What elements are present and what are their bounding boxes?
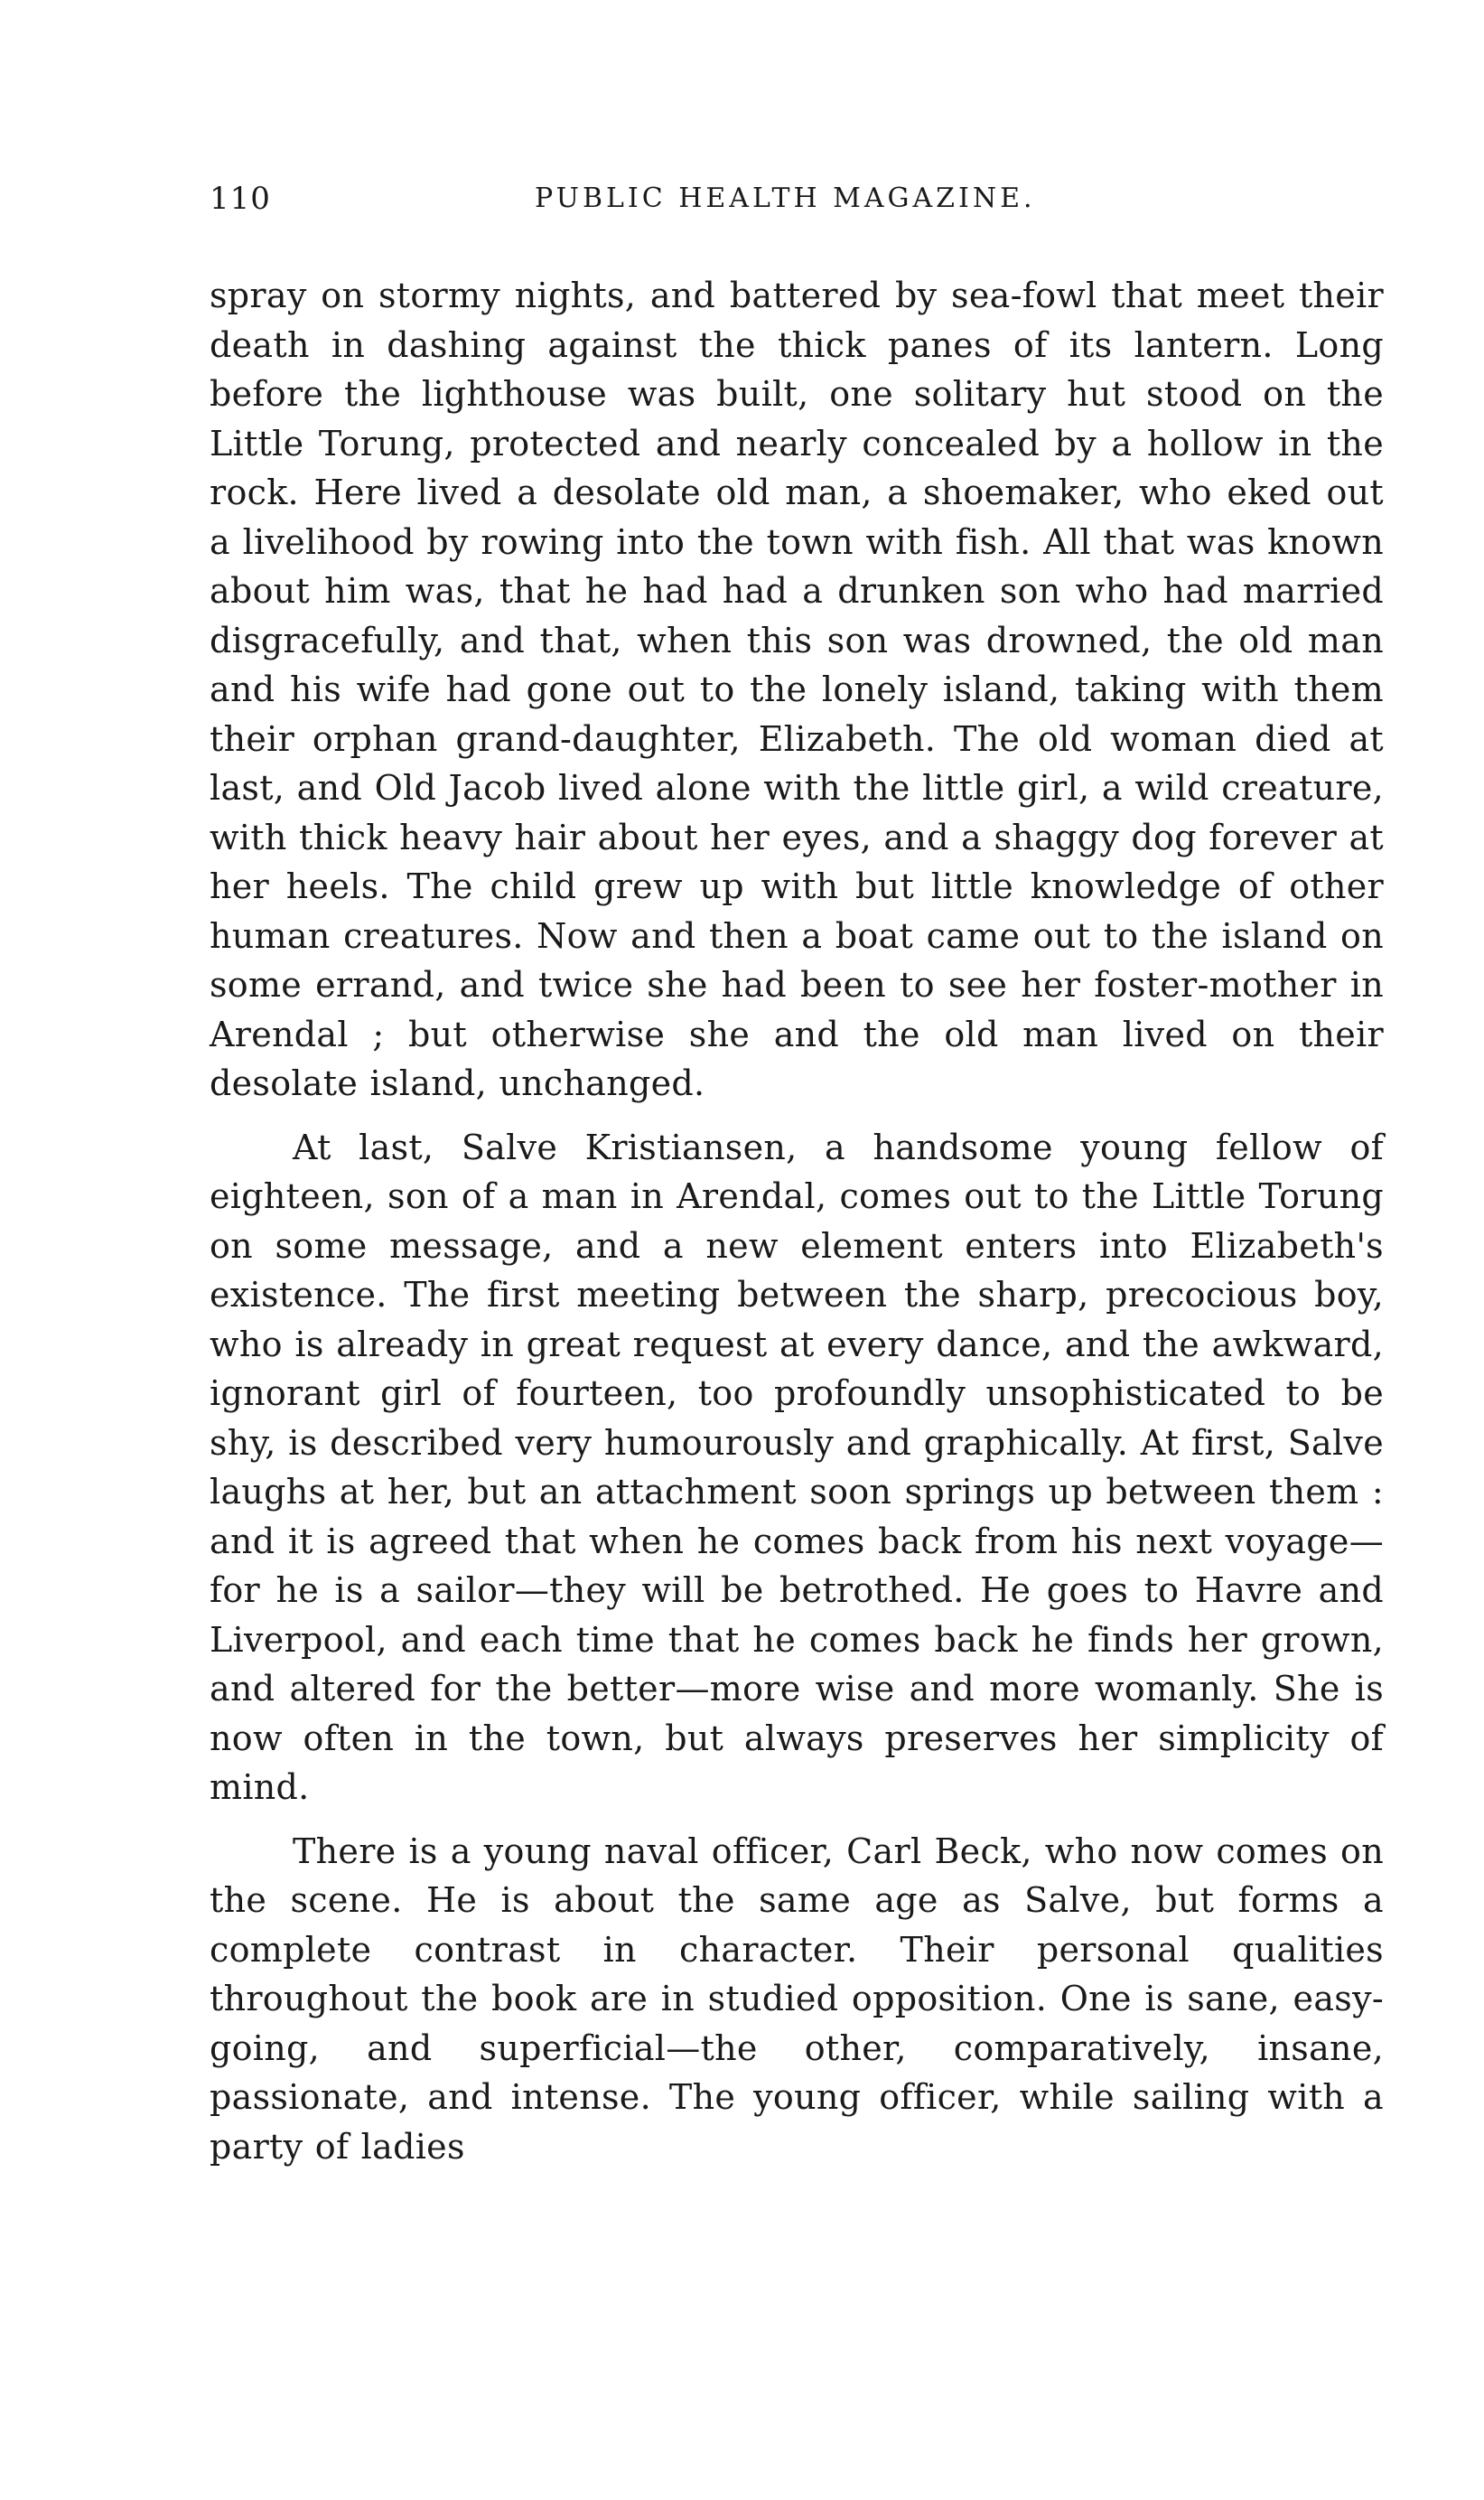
running-title: PUBLIC HEALTH MAGAZINE.: [535, 183, 1036, 214]
paragraph-salve: At last, Salve Kristiansen, a handsome young fellow of eighteen, son of a man in Arendal, comes out to the Little Torung on some message, and a new element enters into Elizabeth's existence. The first meeting between the sharp, precocious boy, who is already in great request at every dance, and the awkward, ignorant girl of fourteen, too profoundly unsophisticated to be shy, is described very humourously and graphically. At first, Salve laughs at her, but an attachment soon springs up between them : and it is agreed that when he comes back from his next voyage—for he is a sailor—they will be betrothed. He goes to Havre and Liverpool, and each time that he comes back he finds her grown, and altered for the better—more wise and more womanly. She is now often in the town, but always preserves her simplicity of mind.: [210, 1127, 1384, 1807]
paragraph-carl-beck: There is a young naval officer, Carl Beck, who now comes on the scene. He is about the same age as Salve, but forms a complete contrast in character. Their personal qualities throughout the book are in studied opposition. One is sane, easy-going, and superficial—the other, comparatively, insane, passionate, and intense. The young officer, while sailing with a party of ladies: [210, 1831, 1384, 2167]
book-page: [210, 181, 1384, 2171]
running-head: [210, 181, 1384, 235]
page-number: 110: [210, 181, 271, 217]
body-text: [210, 271, 1384, 2171]
paragraph-continuation: spray on stormy nights, and battered by sea-fowl that meet their death in dashing against the thick panes of its lantern. Long before the lighthouse was built, one solitary hut stood on the Little Torung, protected and nearly concealed by a hollow in the rock. Here lived a desolate old man, a shoemaker, who eked out a livelihood by rowing into the town with fish. All that was known about him was, that he had had a drunken son who had married disgracefully, and that, when this son was drowned, the old man and his wife had gone out to the lonely island, taking with them their orphan grand-daughter, Elizabeth. The old woman died at last, and Old Jacob lived alone with the little girl, a wild creature, with thick heavy hair about her eyes, and a shaggy dog forever at her heels. The child grew up with but little knowledge of other human creatures. Now and then a boat came out to the island on some errand, and twice she had been to see her foster-mother in Arendal ; but otherwise she and the old man lived on their desolate island, unchanged.: [210, 276, 1384, 1103]
